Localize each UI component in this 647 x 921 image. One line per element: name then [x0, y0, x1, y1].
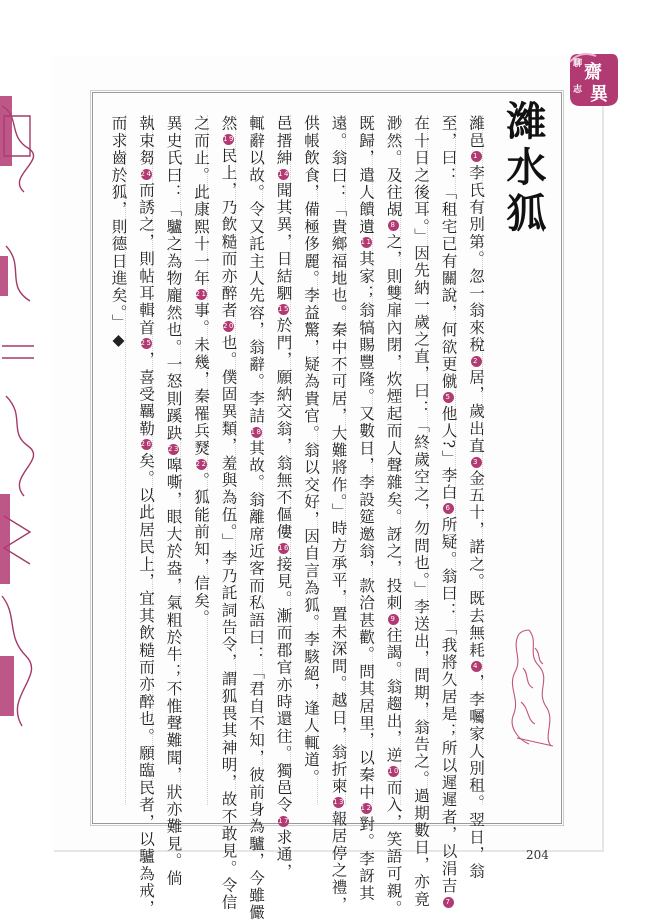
text-column	[272, 115, 295, 880]
footnote-marker: 19	[223, 135, 236, 144]
text-column	[189, 115, 212, 627]
text-run: 供帳飲食，備極侈麗。李益驚，疑為貴官。翁以交好，因自言為狐。李駭絕，逢人輒道。	[302, 115, 320, 786]
footnote-marker: 16	[278, 543, 291, 552]
footnote-marker: 25	[140, 339, 153, 348]
text-run: 民上，乃飲糙而亦醉者	[219, 147, 238, 320]
footnote-marker: 15	[278, 305, 291, 314]
footnote-marker: 2	[471, 356, 482, 367]
text-run: 其家；翁犒賜豐隆。又數日，李設筵邀翁，款洽甚歡。問其居里，以秦中	[357, 250, 375, 801]
text-run: 於門，願納交翁，翁無不傴僂	[274, 317, 293, 541]
footnote-marker: 9	[388, 614, 399, 625]
text-column	[134, 115, 157, 917]
text-run: 李氏有別第。忽一翁來稅	[467, 164, 485, 354]
badge-char-3: 志	[573, 85, 583, 95]
footnote-marker: 8	[388, 220, 399, 231]
text-column	[299, 115, 322, 786]
text-run: 對。李訝其	[357, 815, 375, 902]
text-column	[327, 115, 350, 913]
text-run: 所疑。翁曰：「我將久居是；所以遲遲者，以涓吉	[439, 516, 458, 895]
text-run: 然	[219, 115, 238, 133]
footnote-marker: 7	[443, 897, 454, 908]
text-run: 渺然。及往覘	[384, 115, 403, 219]
text-run: 事。未幾，秦罹兵燹	[192, 302, 210, 457]
footnote-marker: 4	[471, 661, 482, 672]
rock-sketch-icon	[505, 628, 557, 748]
text-column	[107, 115, 130, 350]
text-column	[217, 115, 240, 911]
text-run: 其故。翁離席近客而私語曰：「君自不知，彼前身為驢，今雖儼	[247, 439, 265, 921]
footnote-marker: 1	[471, 151, 482, 162]
footnote-marker: 17	[278, 816, 291, 825]
text-run: 而入，笑語可親。	[384, 779, 403, 917]
footnote-marker: 6	[443, 503, 454, 514]
text-run: 而求齒於狐，則德日進矣。」◆	[109, 115, 128, 351]
text-run: ，喜受羈勒	[137, 351, 155, 438]
footnote-marker: 14	[278, 169, 291, 178]
text-run: 輒辭以故。令又託主人先容，翁辭。李詰	[247, 115, 265, 425]
footnote-marker: 21	[195, 290, 208, 298]
text-column	[162, 115, 185, 887]
floral-border-icon	[0, 96, 38, 736]
badge-char-1: 聊	[573, 59, 583, 69]
text-run: 矣。以此居民上，宜其飲糙而亦醉也。願臨民者，以驢為戒，	[137, 452, 155, 917]
page-title: 濰水狐	[500, 100, 547, 238]
text-run: 遠。翁曰：「貴鄉福地也。秦中不可居，大難將作。」時方承平，置未深問。越日，翁折柬	[329, 115, 348, 796]
text-run: 求通，	[274, 828, 293, 881]
footnote-marker: 20	[223, 322, 236, 331]
text-run: 濰邑	[467, 115, 485, 150]
text-column	[244, 115, 267, 921]
text-run: 之而止。此康熙十一年	[192, 115, 210, 287]
classical-text-body	[109, 115, 492, 921]
text-run: 。狐能前知，信矣。	[192, 471, 210, 627]
badge-char-4: 異	[590, 84, 608, 105]
text-run: 接見。漸而郡官亦時還往。獨邑令	[274, 555, 293, 814]
text-column	[354, 115, 377, 902]
footnote-marker: 26	[140, 440, 153, 449]
text-run: 邑搢紳	[274, 115, 293, 167]
footnote-marker: 5	[443, 392, 454, 403]
text-run: ，李囑家人別租。翌日，翁	[467, 673, 485, 881]
text-run: 金五十，諾之。既去無耗	[467, 469, 485, 659]
footnote-marker: 18	[250, 427, 263, 436]
text-run: 也。僕固異類，羞與為伍。」李乃託詞告令，謂狐畏其神明，故不敢見。令信	[219, 334, 238, 912]
text-run: 之，則雙扉內閉，炊煙起而人聲雜矣。訝之，投刺	[384, 233, 403, 612]
footnote-marker: 13	[333, 798, 346, 807]
text-column	[382, 115, 405, 917]
text-run: 執束芻	[137, 115, 155, 167]
text-column	[437, 115, 460, 910]
text-run: 嗥嘶，眼大於盎，氣粗於牛；不惟聲難聞，狀亦難見。倘	[164, 456, 183, 887]
badge-char-2: 齋	[584, 62, 602, 83]
footnote-marker: 3	[471, 457, 482, 468]
text-run: 往謁。翁趨出，逆	[384, 626, 403, 765]
page-number: 204	[526, 848, 549, 862]
text-run: 居，歲出直	[467, 368, 485, 455]
footnote-marker: 12	[360, 803, 373, 812]
text-run: 異史氏曰：「驢之為物龐然也。一怒則蹊趹	[164, 115, 183, 442]
text-column	[464, 115, 487, 880]
footnote-marker: 24	[140, 169, 153, 178]
footnote-marker: 22	[195, 459, 208, 468]
text-run: 他人?」李白	[439, 405, 458, 502]
text-run: 聞其異，日結駟	[274, 181, 293, 303]
footnote-marker: 11	[360, 238, 373, 247]
text-column	[409, 115, 432, 908]
footnote-marker: 10	[388, 767, 401, 776]
text-run: 而誘之，則帖耳輯首	[137, 181, 155, 337]
text-run: 至，曰：「租宅已有關說，何欲更僦	[439, 115, 458, 391]
text-run: 在十日之後耳。」因先納一歲之直，曰：「終歲空之，勿問也。」李送出，問期，翁告之。過期數日，亦竟	[412, 115, 430, 908]
footnote-marker: 23	[168, 444, 181, 453]
text-run: 報居停之禮，	[329, 810, 348, 914]
text-run: 既歸，遣人饋遺	[357, 115, 375, 236]
